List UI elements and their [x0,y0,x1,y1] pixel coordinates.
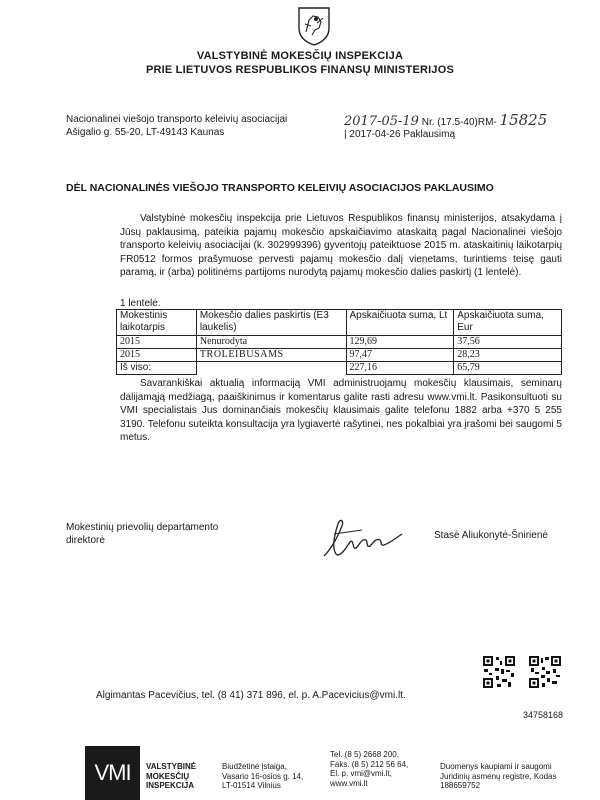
table-cell: 37,56 [454,336,562,349]
body-paragraph-1: Valstybinė mokesčių inspekcija prie Lietuvos Respublikos finansų ministerijos, atsakydama į Jūsų paklausimą, pateikia pajamų mokesčio apskaičiavimo ataskaitą pagal Nacionalinei viešojo transporto keleivių asociacijai (k. 302999396) gyventojų pateiktuose 2015 m. ataskaitinių laikotarpių FR0512 formos prašymuose pervesti pajamų mokesčio dalį vienetams, turintiems teisę gauti paramą, ir (arba) politinėms partijoms nurodytą pajamų mokesčio dalies paskirtį (1 lentelė). [120,213,562,278]
vmi-logo: VMI [85,746,140,800]
table-header-cell: Mokestinis laikotarpis [117,310,197,336]
recipient-name: Nacionalinei viešojo transporto keleivių asociacijai [66,114,288,125]
letter-title: DĖL NACIONALINĖS VIEŠOJO TRANSPORTO KELEIVIŲ ASOCIACIJOS PAKLAUSIMO [66,182,494,194]
reply-label: Paklausimą [403,129,456,140]
signatory-title: direktorė [66,535,105,546]
recipient-address: Ašigalio g. 55-20, LT-49143 Kaunas [66,127,225,138]
signatory-name: Stasė Aliukonytė-Šnirienė [434,530,548,541]
reply-reference: | 2017-04-26 Paklausimą [344,129,456,140]
reply-date: 2017-04-26 [349,129,401,140]
signatory-department: Mokestinių prievolių departamento [66,522,219,533]
table-cell: Nenurodyta [196,336,346,349]
table-cell: 2015 [117,336,197,349]
reference-line [344,111,548,129]
reference-number-label: Nr. (17.5-40)RM- [421,117,497,128]
table-total-row [117,362,562,375]
table-row [117,336,562,349]
qr-code-icon [528,655,562,694]
table-row [117,349,562,362]
footer-address: Biudžetinė įstaiga, Vasario 16-osios g. 14, LT-01514 Vilnius [222,762,304,790]
table-empty-cell [196,362,346,375]
tax-table [116,309,562,375]
table-total-lt: 227,16 [346,362,454,375]
table-total-label: Iš viso: [117,362,197,375]
table-total-eur: 65,79 [454,362,562,375]
letter-date: 2017-05-19 [344,114,419,129]
reference-number: 15825 [499,111,548,129]
table-caption: 1 lentelė. [120,298,161,309]
table-cell: 129,69 [346,336,454,349]
qr-code-icon [482,655,516,694]
table-header-cell: Mokesčio dalies paskirtis (E3 laukelis) [196,310,346,336]
table-header-cell: Apskaičiuota suma, Lt [346,310,454,336]
document-number: 34758168 [523,710,564,720]
footer-org: VALSTYBINĖ MOKESČIŲ INSPEKCIJA [146,762,197,790]
table-header-row [117,310,562,336]
table-header-cell: Apskaičiuota suma, Eur [454,310,562,336]
handwritten-signature [320,512,406,569]
table-cell: TROLEIBUSAMS [196,349,346,362]
body-paragraph-2: Savarankiškai aktualią informaciją VMI administruojamų mokesčių klausimais, seminarų dalijamąją medžiagą, paaiškinimus ir komentarus galite rasti adresu www.vmi.lt. Pasikonsultuoti su VMI specialistais Jus dominančiais mokesčių klausimais galite telefonu 1882 arba +370 5 255 3190. Telefonu suteikta konsultacija yra lygiavertė rašytinei, nes pokalbiai yra įrašomi bei saugomi 5 metus. [120,378,562,443]
coat-of-arms-icon [297,6,331,46]
executor-contact: Algimantas Pacevičius, tel. (8 41) 371 896, el. p. A.Pacevicius@vmi.lt. [96,690,406,701]
table-cell: 28,23 [454,349,562,362]
footer-registry: Duomenys kaupiami ir saugomi Juridinių asmenų registre, Kodas 188659752 [440,762,557,790]
institution-name: VALSTYBINĖ MOKESČIŲ INSPEKCIJA [196,50,404,62]
table-cell: 97,47 [346,349,454,362]
institution-subtitle: PRIE LIETUVOS RESPUBLIKOS FINANSŲ MINISTERIJOS [145,64,455,76]
table-cell: 2015 [117,349,197,362]
footer-contacts: Tel. (8 5) 2668 200, Faks. (8 5) 212 56 64, El. p. vmi@vmi.lt, www.vmi.lt [330,750,409,788]
